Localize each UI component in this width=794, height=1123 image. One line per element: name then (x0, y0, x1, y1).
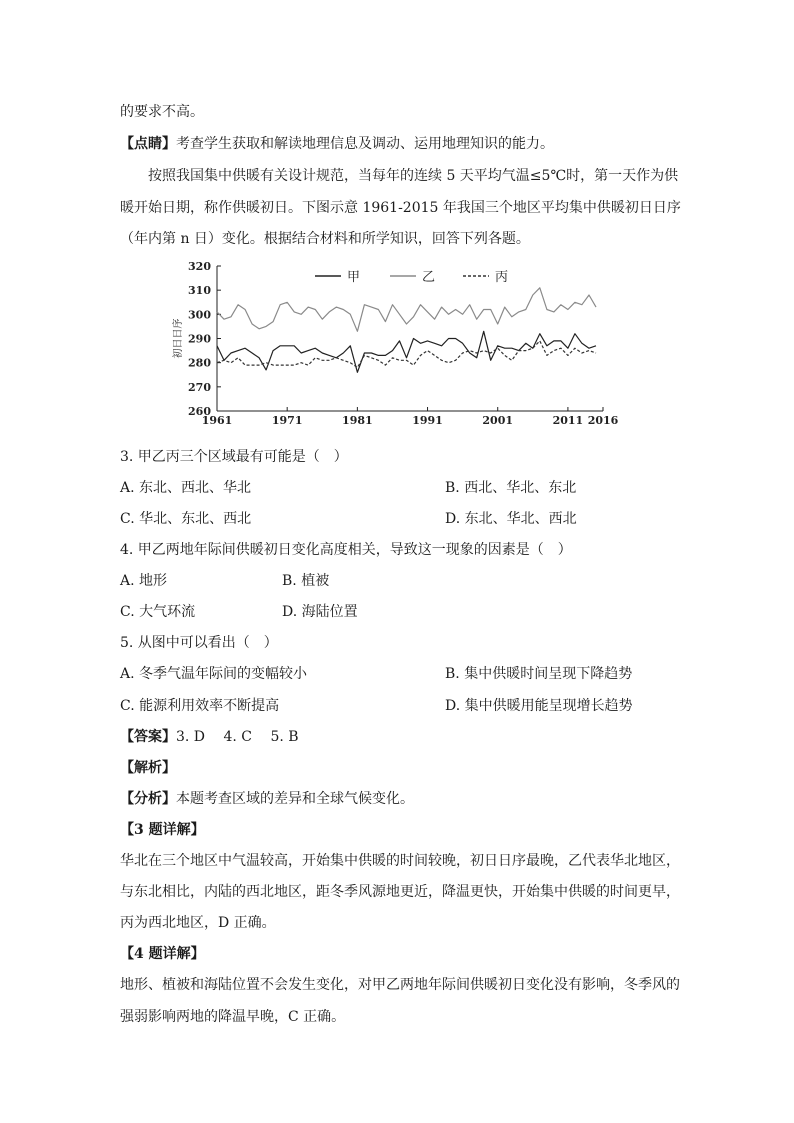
x-tick-label: 2001 (482, 414, 514, 427)
intro-line-3: （年内第 n 日）变化。根据结合材料和所学知识，回答下列各题。 (120, 231, 530, 247)
question-3-stem: 3. 甲乙丙三个区域最有可能是（ ） (120, 449, 348, 465)
q3-detail-line-2: 与东北相比，内陆的西北地区，距冬季风源地更近，降温更快，开始集中供暖的时间更早， (120, 884, 680, 900)
analysis-summary-tag: 【分析】 (120, 791, 176, 807)
question-3-option-a[interactable]: A. 东北、西北、华北 (120, 480, 252, 496)
legend-label-3: 丙 (495, 270, 509, 285)
question-3-option-b[interactable]: B. 西北、华北、东北 (445, 480, 577, 496)
y-tick-label: 310 (188, 284, 211, 298)
question-5-stem: 5. 从图中可以看出（ ） (120, 635, 278, 651)
q3-detail-line-3: 丙为西北地区，D 正确。 (120, 915, 276, 931)
x-tick-label: 1961 (201, 414, 233, 427)
series-line-1 (217, 331, 596, 372)
dianjing-text: 考查学生获取和解读地理信息及调动、运用地理知识的能力。 (176, 136, 554, 152)
heating-start-day-chart (165, 258, 635, 434)
dianjing-tag: 【点睛】 (120, 136, 176, 152)
question-3-option-d[interactable]: D. 东北、华北、西北 (445, 511, 577, 527)
legend-label-1: 甲 (347, 270, 361, 285)
analysis-title: 【解析】 (120, 760, 176, 776)
answer-tag: 【答案】 (120, 729, 176, 745)
y-tick-label: 280 (188, 356, 211, 370)
q4-detail-line-2: 强弱影响两地的降温早晚，C 正确。 (120, 1009, 346, 1025)
question-5-option-d[interactable]: D. 集中供暖用能呈现增长趋势 (445, 698, 633, 714)
y-tick-label: 270 (188, 380, 211, 394)
y-tick-label: 260 (188, 405, 211, 418)
question-4-option-b[interactable]: B. 植被 (282, 573, 330, 589)
q4-detail-title: 【4 题详解】 (120, 946, 205, 962)
question-5-option-b[interactable]: B. 集中供暖时间呈现下降趋势 (445, 666, 633, 682)
x-tick-label: 1971 (271, 414, 303, 427)
answer-text: 3. D 4. C 5. B (176, 729, 299, 745)
question-5-option-a[interactable]: A. 冬季气温年际间的变幅较小 (120, 666, 308, 682)
question-4-option-c[interactable]: C. 大气环流 (120, 604, 196, 620)
analysis-summary-text: 本题考查区域的差异和全球气候变化。 (176, 791, 414, 807)
q3-detail-title: 【3 题详解】 (120, 822, 205, 838)
question-5-option-c[interactable]: C. 能源利用效率不断提高 (120, 698, 280, 714)
answer-line (120, 727, 299, 747)
intro-line-2: 暖开始日期，称作供暖初日。下图示意 1961-2015 年我国三个地区平均集中供暖初日日序 (120, 200, 681, 216)
chart-series-layer (217, 288, 596, 373)
question-4-option-a[interactable]: A. 地形 (120, 573, 168, 589)
q3-detail-line-1: 华北在三个地区中气温较高，开始集中供暖的时间较晚，初日日序最晚，乙代表华北地区， (120, 853, 680, 869)
chart-axes (171, 260, 619, 427)
dianjing-paragraph (120, 134, 554, 154)
question-4-option-d[interactable]: D. 海陆位置 (282, 604, 358, 620)
series-line-2 (217, 288, 596, 332)
question-3-option-c[interactable]: C. 华北、东北、西北 (120, 511, 252, 527)
legend-label-2: 乙 (422, 270, 436, 285)
y-tick-label: 300 (188, 308, 211, 322)
intro-line-1: 按照我国集中供暖有关设计规范，当每年的连续 5 天平均气温≤5℃时，第一天作为供 (148, 168, 679, 184)
paragraph-end: 的要求不高。 (120, 104, 204, 120)
series-line-3 (217, 341, 596, 368)
x-tick-label: 2016 (587, 414, 619, 427)
q4-detail-line-1: 地形、植被和海陆位置不会发生变化，对甲乙两地年际间供暖初日变化没有影响，冬季风的 (120, 977, 680, 993)
analysis-summary (120, 789, 414, 809)
chart-legend (315, 270, 508, 285)
x-tick-label: 1991 (412, 414, 443, 427)
x-tick-label: 1981 (342, 414, 373, 427)
x-tick-label: 2011 (552, 414, 584, 427)
y-axis-label: 初日日序 (173, 318, 184, 359)
question-4-stem: 4. 甲乙两地年际间供暖初日变化高度相关，导致这一现象的因素是（ ） (120, 542, 572, 558)
y-tick-label: 290 (188, 332, 211, 346)
y-tick-label: 320 (188, 260, 211, 273)
